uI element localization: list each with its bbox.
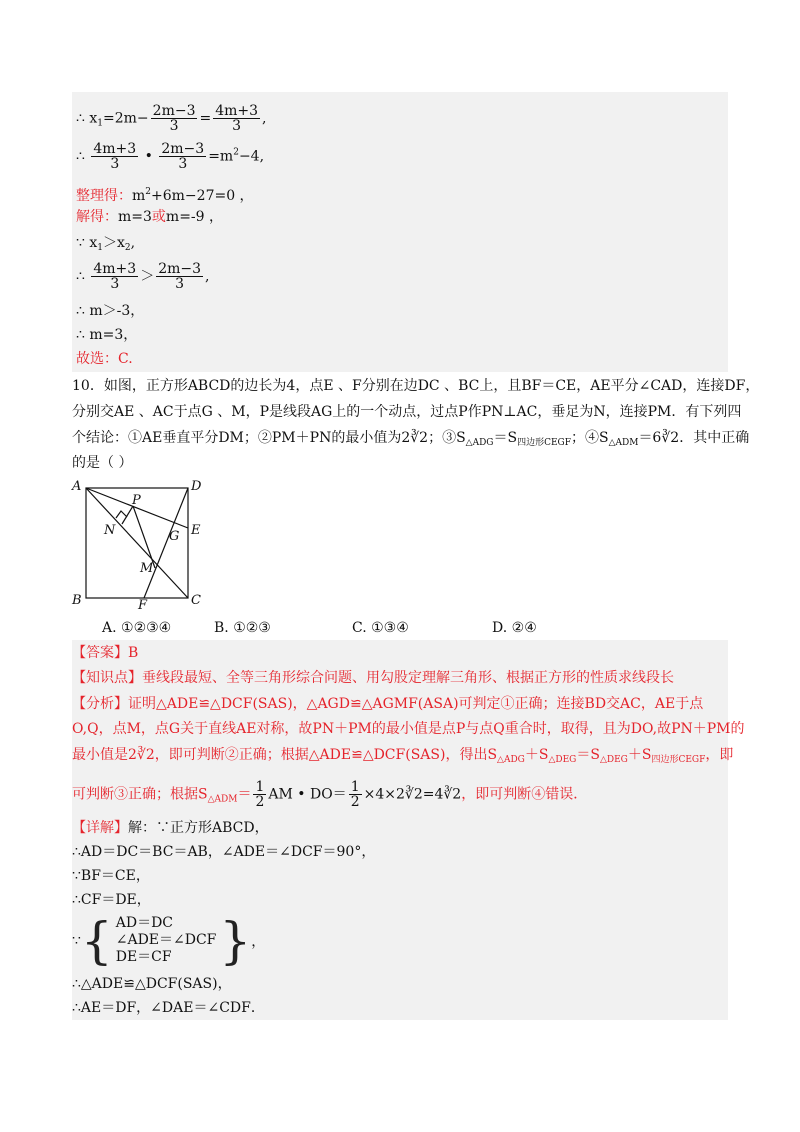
option-a[interactable]: A. ①②③④ [102,620,172,636]
analysis-line-4: 可判断③正确；根据$S_{\triangle ADM}=$ $\frac{1}{2}$ AM • DO＝ $\frac{1}{2}$ ×4×2∛2=4∛2，即可判断④错误． [72,779,588,810]
equation-x1: ∴ $x_1=2m-$ $\frac{2m-3}{3}$ = $\frac{4m+3}{3}$ , [76,103,267,134]
result-m-gt: ∴ m＞-3， [76,303,145,319]
label-g: G [169,529,180,544]
option-c[interactable]: C. ①③④ [352,620,409,636]
label-c: C [191,593,201,608]
segment-pm [133,506,155,568]
label-m: M [140,561,154,576]
equation-simplified: 整理得：$m^2+6m-27=0$ ， [76,187,254,204]
detail-line-6: ∴△ADE≌△DCF(SAS)， [72,976,232,992]
label-p: P [132,493,141,508]
geometry-figure [70,476,220,610]
question-line-3: 个结论：①AE垂直平分DM；②PM＋PN的最小值为2∛2；$③S_{\triangle ADG}=S_{四边形CEGF}$；$④S_{\triangle ADM}=6∛2$．其中正确 [72,430,750,448]
segment-df [144,488,188,598]
analysis-line-3: 最小值是2∛2，即可判断②正确；根据△ADE≌△DCF(SAS)，得出$S_{\triangle ADG}+S_{\triangle DEG}=S_{\triangle DEG}+S_{四边形CEGF}$，即 [72,747,734,765]
detail-line-1: 【详解】解：∵正方形ABCD， [72,820,269,836]
option-b[interactable]: B. ①②③ [214,620,271,636]
inequality: ∴ $\frac{4m+3}{3}$ ＞ $\frac{2m-3}{3}$ , [76,261,210,292]
detail-line-7: ∴AE＝DF，∠DAE＝∠CDF． [72,1000,265,1016]
detail-line-3: ∵BF＝CE， [72,868,150,884]
result-m: ∴ m=3， [76,327,138,343]
choice-result: 故选：C. [76,351,133,367]
cube-root-2: ∛2 [410,430,429,446]
solution-background-top [72,92,728,372]
label-d: D [191,479,202,494]
option-d[interactable]: D. ②④ [492,620,537,636]
equation-product: ∴ $\frac{4m+3}{3}$ • $\frac{2m-3}{3}$ $=m^2-4$, [76,141,265,172]
label-n: N [104,523,116,538]
label-a: A [72,479,82,494]
label-b: B [72,593,82,608]
detail-line-2: ∴AD＝DC＝BC＝AB，∠ADE＝∠DCF＝90°， [72,844,376,860]
label-f: F [138,598,148,610]
condition-x1-gt-x2: ∵ $x_1>x_2$, [76,235,136,253]
answer-line: 【答案】B [72,645,139,661]
right-angle-mark [116,511,127,518]
segment-pn [122,506,133,524]
question-line-4: 的是（ ） [72,455,133,471]
question-line-2: 分别交AE 、AC于点G 、M，P是线段AG上的一个动点，过点P作PN⊥AC，垂足为N，连接PM．有下列四 [72,404,742,420]
equation-solved: 解得：m=3或m=-9 ， [76,209,224,225]
detail-brace-system: ∵ { AD＝DC ∠ADE＝∠DCF DE＝CF } ， [72,911,266,970]
knowledge-line: 【知识点】垂线段最短、全等三角形综合问题、用勾股定理解三角形、根据正方形的性质求线段长 [72,670,674,686]
label-e: E [191,523,201,538]
analysis-line-2: O,Q，点M，点G关于直线AE对称，故PN＋PM的最小值是点P与点Q重合时，取得，且为DO,故PN＋PM的 [72,721,745,737]
analysis-line-1: 【分析】证明△ADE≌△DCF(SAS)，△AGD≌△AGMF(ASA)可判定①正确；连接BD交AC，AE于点 [72,696,704,712]
detail-line-4: ∴CF＝DE， [72,892,151,908]
question-line-1: 10．如图，正方形ABCD的边长为4，点E 、F分别在边DC 、BC上，且BF＝CE，AE平分∠CAD，连接DF， [72,378,760,394]
